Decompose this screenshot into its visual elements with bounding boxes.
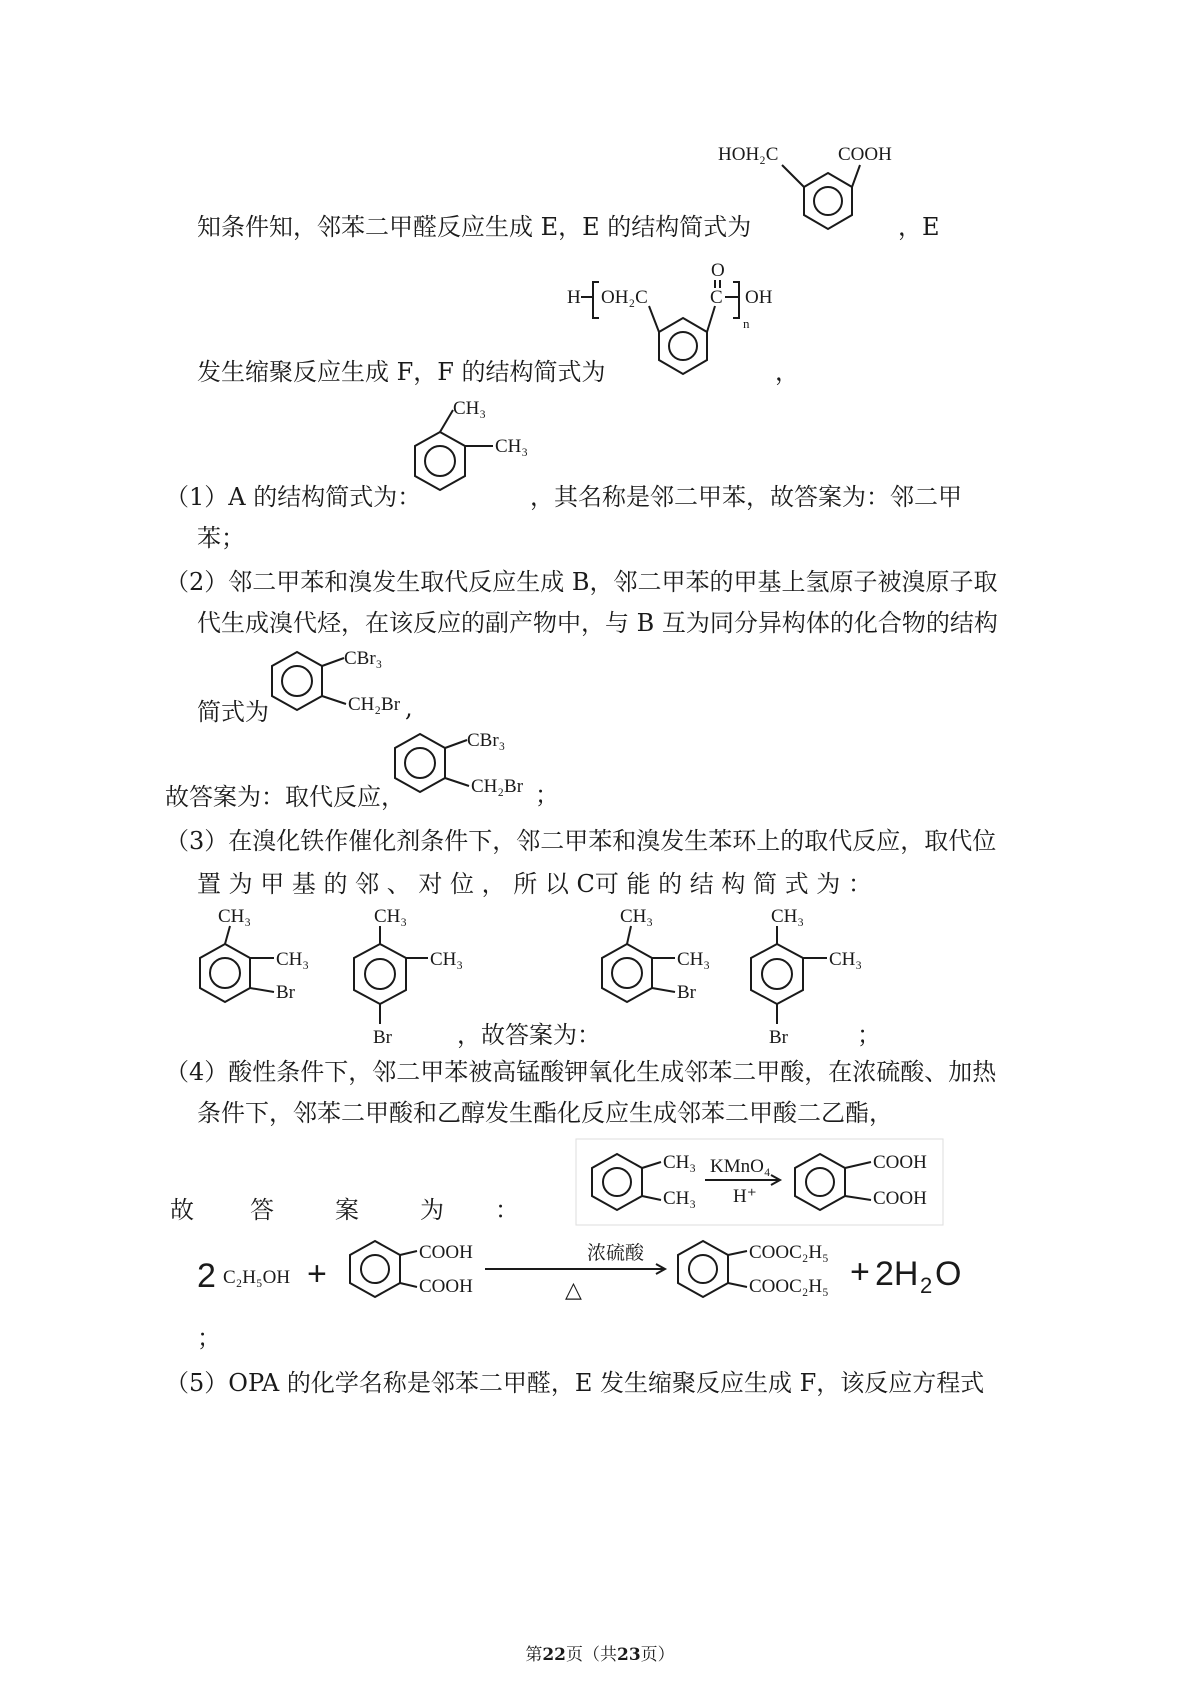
structure-e bbox=[710, 135, 910, 245]
text-q4-b: 条件下，邻苯二甲酸和乙醇发生酯化反应生成邻苯二甲酸二乙酯， bbox=[197, 1099, 893, 1127]
label-conc-h2so4: 浓硫酸 bbox=[587, 1243, 645, 1264]
label-ch3: CH₃ bbox=[677, 949, 711, 970]
benzene-ring bbox=[395, 734, 445, 792]
label-ch3: CH₃ bbox=[829, 949, 863, 970]
benzene-ring bbox=[592, 1154, 642, 1210]
text-q4-d: ； bbox=[197, 1324, 221, 1352]
label-cooh: COOH bbox=[873, 1152, 927, 1173]
label-ch3: CH₃ bbox=[663, 1188, 697, 1209]
label-water-2h: 2H bbox=[875, 1255, 919, 1293]
label-br: Br bbox=[677, 982, 696, 1003]
structure-c-answer-2 bbox=[735, 900, 875, 1050]
label-ch3: CH₃ bbox=[276, 949, 310, 970]
footer-middle: 页（共 bbox=[566, 1645, 617, 1665]
label-kmno4: KMnO₄ bbox=[710, 1156, 771, 1177]
label-cooh: COOH bbox=[419, 1276, 473, 1297]
text-q3-c: ，故答案为： bbox=[457, 1021, 601, 1049]
benzene-ring bbox=[415, 432, 465, 490]
label-water-o: O bbox=[935, 1255, 962, 1293]
label-ch3: CH₃ bbox=[374, 906, 408, 927]
label-cooc2h5: COOC₂H₅ bbox=[749, 1242, 829, 1263]
reaction-esterification bbox=[195, 1225, 985, 1320]
label-cbr3: CBr₃ bbox=[467, 730, 506, 751]
ring-circle bbox=[762, 959, 792, 989]
label-cooh: COOH bbox=[838, 144, 892, 165]
ring-circle bbox=[689, 1255, 717, 1283]
ring-circle bbox=[210, 958, 240, 988]
bond bbox=[322, 696, 346, 704]
bond bbox=[845, 1162, 871, 1168]
label-water-sub: 2 bbox=[920, 1273, 933, 1298]
ring-circle bbox=[669, 332, 697, 360]
label-c: C bbox=[710, 287, 723, 308]
structure-b-isomer bbox=[262, 640, 422, 730]
text-line-e-structure: 知条件知，邻苯二甲醛反应生成 E，E 的结构简式为 bbox=[197, 213, 752, 241]
text-q2-d: 故答案为：取代反应， bbox=[165, 783, 405, 811]
text-q2-c-end: , bbox=[405, 694, 413, 722]
footer-prefix: 第 bbox=[525, 1645, 543, 1665]
text-q1-b: ，其名称是邻二甲苯，故答案为：邻二甲 bbox=[530, 483, 962, 511]
benzene-ring bbox=[659, 318, 707, 374]
label-cbr3: CBr₃ bbox=[344, 648, 383, 669]
bond bbox=[845, 1196, 871, 1200]
label-br: Br bbox=[276, 982, 295, 1003]
structure-b-isomer-answer bbox=[385, 722, 545, 812]
bond bbox=[400, 1251, 417, 1255]
label-h: H bbox=[567, 287, 581, 308]
label-br: Br bbox=[769, 1027, 788, 1048]
bond bbox=[322, 658, 344, 666]
ring-circle bbox=[425, 446, 455, 476]
text-q1-c: 苯； bbox=[197, 524, 245, 552]
label-heat: △ bbox=[565, 1277, 582, 1302]
label-cooh: COOH bbox=[419, 1242, 473, 1263]
text-q4-c-1: 故 bbox=[170, 1196, 194, 1224]
bracket-right bbox=[733, 282, 739, 318]
structure-f bbox=[565, 260, 795, 385]
text-q4-c-3: 案 bbox=[335, 1196, 359, 1224]
structure-c-2 bbox=[340, 900, 480, 1050]
text-line-f-structure: 发生缩聚反应生成 F，F 的结构简式为 bbox=[197, 358, 606, 386]
label-ch3: CH₃ bbox=[495, 436, 529, 457]
bond bbox=[250, 988, 274, 992]
label-br: Br bbox=[373, 1027, 392, 1048]
ring-circle bbox=[603, 1168, 631, 1196]
bond bbox=[440, 410, 453, 432]
label-oh: OH bbox=[745, 287, 773, 308]
text-q3-a: （3）在溴化铁作催化剂条件下，邻二甲苯和溴发生苯环上的取代反应，取代位 bbox=[165, 827, 997, 855]
ring-circle bbox=[405, 748, 435, 778]
benzene-ring bbox=[678, 1241, 728, 1297]
label-n: n bbox=[743, 316, 750, 331]
ring-circle bbox=[612, 958, 642, 988]
label-cooc2h5: COOC₂H₅ bbox=[749, 1276, 829, 1297]
benzene-ring bbox=[350, 1241, 400, 1297]
bond bbox=[852, 165, 860, 187]
benzene-ring bbox=[602, 944, 652, 1002]
bond bbox=[225, 926, 230, 944]
text-q2-d-end: ； bbox=[535, 781, 559, 809]
text-q4-c-5: ： bbox=[495, 1196, 519, 1224]
text-q4-c-2: 答 bbox=[250, 1196, 274, 1224]
bond bbox=[728, 1251, 747, 1255]
bond bbox=[707, 306, 715, 332]
text-q2-a: （2）邻二甲苯和溴发生取代反应生成 B，邻二甲苯的甲基上氢原子被溴原子取 bbox=[165, 568, 998, 596]
coefficient-two: 2 bbox=[197, 1257, 216, 1295]
label-c2h5oh: C₂H₅OH bbox=[223, 1267, 291, 1288]
text-line-f-structure-end: ， bbox=[775, 358, 799, 386]
benzene-ring bbox=[200, 944, 250, 1002]
text-line-e-structure-end: ，E bbox=[898, 213, 940, 241]
bond bbox=[728, 1283, 747, 1287]
text-q5-a: （5）OPA 的化学名称是邻苯二甲醛，E 发生缩聚反应生成 F，该反应方程式 bbox=[165, 1369, 985, 1397]
footer-total-pages: 23 bbox=[617, 1645, 641, 1665]
benzene-ring bbox=[354, 944, 406, 1004]
text-q2-b: 代生成溴代烃，在该反应的副产物中，与 B 互为同分异构体的化合物的结构 bbox=[197, 609, 998, 637]
label-oh2c: OH₂C bbox=[601, 287, 648, 308]
ring-circle bbox=[365, 959, 395, 989]
ring-circle bbox=[806, 1168, 834, 1196]
benzene-ring bbox=[751, 944, 803, 1004]
text-q3-b: 置 为 甲 基 的 邻 、 对 位 ， 所 以 C可 能 的 结 构 简 式 为 ： bbox=[197, 870, 872, 898]
label-hoh2c: HOH₂C bbox=[718, 144, 779, 165]
reaction-oxidation bbox=[575, 1138, 945, 1228]
text-q4-c-4: 为 bbox=[420, 1196, 444, 1224]
text-q4-a: （4）酸性条件下，邻二甲苯被高锰酸钾氧化生成邻苯二甲酸，在浓硫酸、加热 bbox=[165, 1058, 997, 1086]
ring-circle bbox=[814, 187, 842, 215]
bracket-left bbox=[593, 282, 599, 318]
text-q2-c: 简式为 bbox=[197, 698, 269, 726]
bond bbox=[642, 1196, 661, 1200]
label-ch3: CH₃ bbox=[620, 906, 654, 927]
label-ch2br: CH₂Br bbox=[471, 776, 524, 797]
bond bbox=[652, 988, 675, 992]
text-q3-d: ； bbox=[857, 1021, 881, 1049]
ring-circle bbox=[361, 1255, 389, 1283]
plus-sign: + bbox=[850, 1253, 870, 1291]
benzene-ring bbox=[272, 652, 322, 710]
bond bbox=[642, 1162, 661, 1168]
label-ch2br: CH₂Br bbox=[348, 694, 401, 715]
footer-page-number: 22 bbox=[542, 1645, 566, 1665]
bond bbox=[627, 926, 631, 944]
bond bbox=[445, 740, 467, 748]
label-ch3: CH₃ bbox=[663, 1152, 697, 1173]
ring-circle bbox=[282, 666, 312, 696]
label-ch3: CH₃ bbox=[771, 906, 805, 927]
label-o: O bbox=[711, 260, 725, 281]
structure-c-1 bbox=[190, 900, 330, 1010]
label-cooh: COOH bbox=[873, 1188, 927, 1209]
benzene-ring bbox=[795, 1154, 845, 1210]
plus-sign: + bbox=[307, 1255, 327, 1293]
label-ch3: CH₃ bbox=[453, 398, 487, 419]
text-q1-a: （1）A 的结构简式为： bbox=[165, 483, 422, 511]
benzene-ring bbox=[804, 173, 852, 229]
label-ch3: CH₃ bbox=[430, 949, 464, 970]
label-ch3: CH₃ bbox=[218, 906, 252, 927]
bond bbox=[400, 1283, 417, 1287]
bond bbox=[649, 306, 659, 332]
structure-c-answer-1 bbox=[585, 900, 725, 1010]
bond bbox=[782, 165, 804, 187]
page-footer bbox=[0, 1640, 1200, 1665]
footer-suffix: 页） bbox=[640, 1645, 675, 1665]
structure-a-o-xylene bbox=[405, 392, 545, 502]
label-hplus: H⁺ bbox=[733, 1186, 757, 1207]
bond bbox=[445, 778, 469, 786]
